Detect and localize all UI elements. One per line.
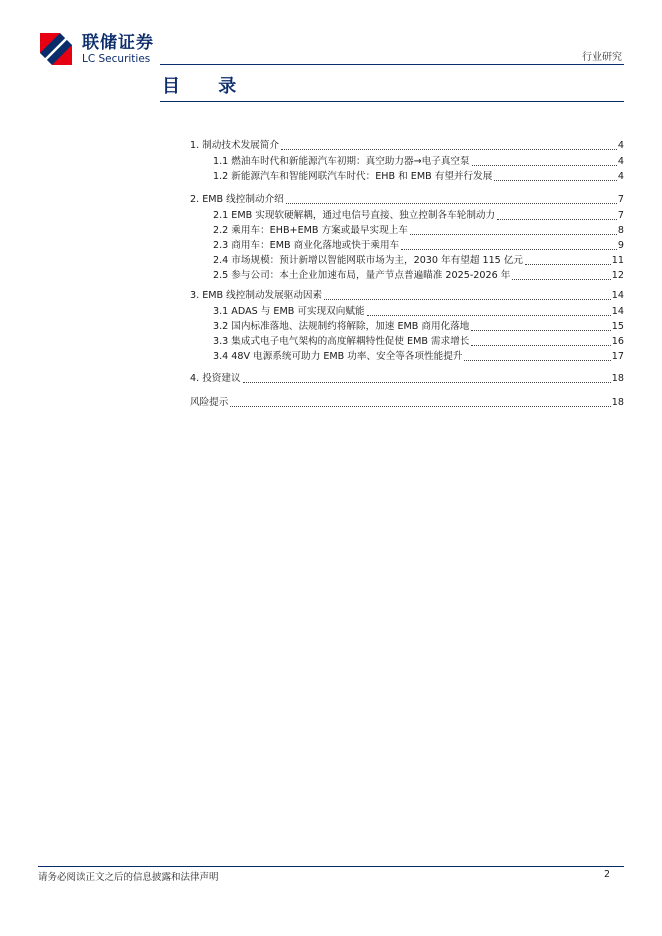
toc-entry-page: 4: [617, 156, 624, 167]
toc-entry-page: 9: [617, 240, 624, 251]
toc-leader-dots: [497, 219, 617, 220]
toc-leader-dots: [401, 249, 617, 250]
toc-entry-label: 3.4 48V 电源系统可助力 EMB 功率、安全等各项性能提升: [213, 351, 463, 362]
brand-name-en: LC Securities: [82, 53, 151, 65]
toc-entry-page: 7: [617, 210, 624, 221]
toc-entry[interactable]: [213, 335, 624, 349]
toc-entry[interactable]: [213, 155, 624, 169]
toc-entry-page: 18: [611, 373, 624, 384]
toc-leader-dots: [367, 315, 611, 316]
toc-entry-page: 16: [611, 336, 624, 347]
toc-entry-label: 3. EMB 线控制动发展驱动因素: [190, 290, 323, 301]
toc-entry-label: 1. 制动技术发展简介: [190, 140, 279, 151]
toc-entry-page: 8: [617, 225, 624, 236]
toc-entry[interactable]: [213, 239, 624, 253]
toc-entry-page: 4: [617, 140, 624, 151]
toc-entry-label: 2.3 商用车：EMB 商业化落地或快于乘用车: [213, 240, 400, 251]
toc-entry-label: 1.1 燃油车时代和新能源汽车初期：真空助力器→电子真空泵: [213, 156, 470, 167]
toc-entry-label: 3.2 国内标准落地、法规制约将解除，加速 EMB 商用化落地: [213, 321, 470, 332]
toc-entry-label: 2.2 乘用车：EHB+EMB 方案或最早实现上车: [213, 225, 408, 236]
toc-leader-dots: [512, 279, 610, 280]
toc-entry[interactable]: [213, 320, 624, 334]
toc-entry[interactable]: [190, 396, 624, 410]
toc-entry[interactable]: [190, 372, 624, 386]
footer-divider: [38, 866, 624, 867]
toc-entry[interactable]: [190, 139, 624, 153]
toc-leader-dots: [471, 330, 610, 331]
toc-entry[interactable]: [190, 193, 624, 207]
toc-entry[interactable]: [213, 209, 624, 223]
toc-entry-page: 14: [611, 290, 624, 301]
brand-name-cn: 联储证券: [82, 33, 154, 53]
toc-leader-dots: [243, 382, 611, 383]
toc-title: 目 录: [162, 76, 253, 97]
toc-entry-label: 4. 投资建议: [190, 373, 241, 384]
toc-leader-dots: [286, 203, 617, 204]
toc-entry[interactable]: [213, 350, 624, 364]
toc-entry-page: 14: [611, 306, 624, 317]
toc-leader-dots: [410, 234, 617, 235]
title-divider: [160, 101, 624, 102]
toc-leader-dots: [525, 264, 611, 265]
lc-securities-logo-icon: [40, 33, 72, 65]
toc-entry-page: 11: [611, 255, 624, 266]
toc-leader-dots: [494, 180, 617, 181]
toc-entry[interactable]: [190, 289, 624, 303]
toc-entry[interactable]: [213, 254, 624, 268]
toc-entry[interactable]: [213, 170, 624, 184]
toc-entry-label: 1.2 新能源汽车和智能网联汽车时代：EHB 和 EMB 有望并行发展: [213, 171, 493, 182]
toc-entry-page: 15: [611, 321, 624, 332]
legal-disclaimer: 请务必阅读正文之后的信息披露和法律声明: [38, 872, 219, 883]
toc-entry-label: 2.1 EMB 实现软硬解耦，通过电信号直接、独立控制各车轮制动力: [213, 210, 496, 221]
toc-leader-dots: [471, 345, 610, 346]
toc-leader-dots: [464, 360, 610, 361]
toc-entry-page: 18: [611, 397, 624, 408]
toc-entry[interactable]: [213, 224, 624, 238]
toc-entry-label: 2. EMB 线控制动介绍: [190, 194, 284, 205]
toc-entry-label: 2.4 市场规模：预计新增以智能网联市场为主，2030 年有望超 115 亿元: [213, 255, 524, 266]
toc-entry-label: 2.5 参与公司：本土企业加速布局，量产节点普遍瞄准 2025-2026 年: [213, 270, 511, 281]
toc-entry[interactable]: [213, 269, 624, 283]
toc-entry-page: 7: [617, 194, 624, 205]
toc-leader-dots: [281, 149, 617, 150]
toc-entry-label: 3.1 ADAS 与 EMB 可实现双向赋能: [213, 306, 365, 317]
toc-leader-dots: [472, 165, 617, 166]
toc-entry-page: 4: [617, 171, 624, 182]
toc-entry-page: 12: [611, 270, 624, 281]
toc-leader-dots: [230, 406, 610, 407]
toc-entry-label: 3.3 集成式电子电气架构的高度解耦特性促使 EMB 需求增长: [213, 336, 470, 347]
toc-entry[interactable]: [213, 305, 624, 319]
header-divider: [160, 64, 624, 65]
toc-entry-label: 风险提示: [190, 397, 229, 408]
report-type-label: 行业研究: [582, 52, 622, 63]
toc-leader-dots: [324, 299, 611, 300]
toc-entry-page: 17: [611, 351, 624, 362]
page-number: 2: [603, 869, 610, 880]
